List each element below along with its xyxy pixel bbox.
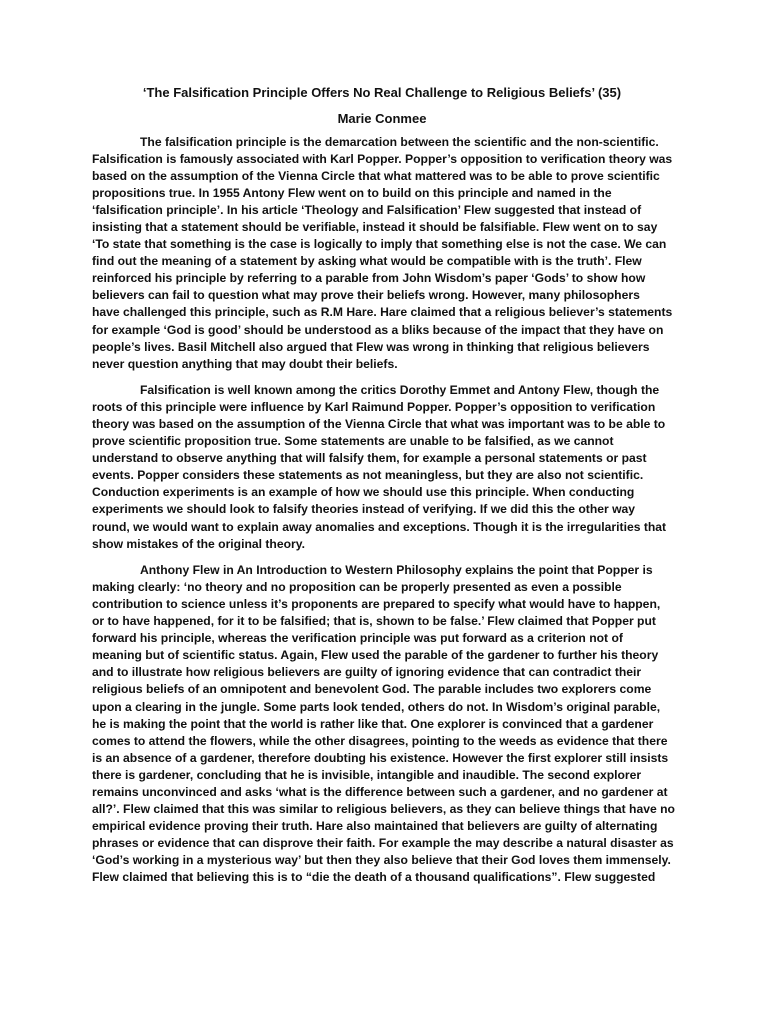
paragraph-line: roots of this principle were influence by Karl Raimund Popper. Popper’s opposition to verification xyxy=(92,400,656,415)
paragraph-line: never question anything that may doubt their beliefs. xyxy=(92,356,398,371)
paragraph-line: and to illustrate how religious believers are guilty of ignoring evidence that can contradict their xyxy=(92,665,642,680)
document-body xyxy=(92,134,675,886)
paragraph-line: Anthony Flew in An Introduction to Western Philosophy explains the point that Popper is xyxy=(140,563,653,578)
paragraph-line: propositions true. In 1955 Antony Flew went on to build on this principle and named in the xyxy=(92,186,612,201)
paragraph-line: all?’. Flew claimed that this was similar to religious believers, as they can believe things that have no xyxy=(92,801,675,816)
paragraph-line: making clearly: ‘no theory and no proposition can be properly presented as even a possible xyxy=(92,580,622,595)
paragraph-1 xyxy=(92,134,672,373)
paragraph-line: ‘God’s working in a mysterious way’ but then they also believe that their God loves them immensely. xyxy=(92,852,671,867)
paragraph-line: prove scientific proposition true. Some statements are unable to be falsified, as we cannot xyxy=(92,434,614,449)
paragraph-line: believers can fail to question what may prove their beliefs wrong. However, many philosophers xyxy=(92,288,640,303)
paragraph-line: forward his principle, whereas the verification principle was put forward as a criterion not of xyxy=(92,631,623,646)
paragraph-line: understand to observe anything that will falsify them, for example a personal statements or past xyxy=(92,451,647,466)
paragraph-line: remains unconvinced and asks ‘what is the difference between such a gardener, and no gardener at xyxy=(92,784,668,799)
paragraph-line: upon a clearing in the jungle. Some parts look tended, others do not. In Wisdom’s original parable, xyxy=(92,699,661,714)
paragraph-line: Conduction experiments is an example of how we should use this principle. When conducting xyxy=(92,485,635,500)
paragraph-line: contribution to science unless it’s proponents are prepared to specify what would have to happen, xyxy=(92,597,661,612)
paragraph-line: have challenged this principle, such as R.M Hare. Hare claimed that a religious believer’s statements xyxy=(92,305,673,320)
paragraph-line: empirical evidence proving their truth. Hare also maintained that believers are guilty of alternating xyxy=(92,818,658,833)
paragraph-line: reinforced his principle by referring to a parable from John Wisdom’s paper ‘Gods’ to show how xyxy=(92,271,646,286)
paragraph-line: there is gardener, concluding that he is invisible, intangible and inaudible. The second explorer xyxy=(92,767,642,782)
paragraph-2 xyxy=(92,382,672,552)
paragraph-line: comes to attend the flowers, while the other disagrees, pointing to the weeds as evidence that there xyxy=(92,733,668,748)
paragraph-line: The falsification principle is the demarcation between the scientific and the non-scientific. xyxy=(140,135,659,149)
paragraph-line: find out the meaning of a statement by asking what would be compatible with is the truth’. Flew xyxy=(92,254,642,269)
paragraph-line: for example ‘God is good’ should be understood as a bliks because of the impact that they have on xyxy=(92,322,664,337)
paragraph-3 xyxy=(92,562,675,886)
paragraph-line: insisting that a statement should be verifiable, instead it should be falsifiable. Flew went on to say xyxy=(92,220,658,235)
paragraph-line: or to have happened, for it to be falsified; that is, shown to be false.’ Flew claimed that Popper put xyxy=(92,614,656,629)
paragraph-line: based on the assumption of the Vienna Circle that what mattered was to be able to prove scientific xyxy=(92,169,660,184)
paragraph-line: theory was based on the assumption of the Vienna Circle that what was important was to be able to xyxy=(92,417,666,432)
document-title: ‘The Falsification Principle Offers No Real Challenge to Religious Beliefs’ (35) xyxy=(142,85,622,100)
paragraph-line: Falsification is famously associated with Karl Popper. Popper’s opposition to verification theory was xyxy=(92,152,673,167)
paragraph-line: people’s lives. Basil Mitchell also argued that Flew was wrong in thinking that religious believers xyxy=(92,339,650,354)
paragraph-line: phrases or evidence that can disprove their faith. For example the may describe a natural disaster as xyxy=(92,835,674,850)
paragraph-line: Flew claimed that believing this is to “die the death of a thousand qualifications”. Flew suggested xyxy=(92,869,656,884)
paragraph-line: religious beliefs of an omnipotent and benevolent God. The parable includes two explorers come xyxy=(92,682,652,697)
paragraph-line: show mistakes of the original theory. xyxy=(92,536,305,551)
paragraph-line: he is making the point that the world is rather like that. One explorer is convinced that a gardener xyxy=(92,716,654,731)
paragraph-line: ‘falsification principle’. In his article ‘Theology and Falsification’ Flew suggested that instead of xyxy=(92,203,642,218)
paragraph-line: experiments we should look to falsify theories instead of verifying. If we did this the other way xyxy=(92,502,636,517)
document-page xyxy=(92,84,675,896)
paragraph-line: round, we would want to explain away anomalies and exceptions. Though it is the irregularities that xyxy=(92,519,667,534)
document-author: Marie Conmee xyxy=(337,111,427,126)
paragraph-line: is an absence of a gardener, therefore doubting his existence. However the first explorer still insists xyxy=(92,750,669,765)
paragraph-line: Falsification is well known among the critics Dorothy Emmet and Antony Flew, though the xyxy=(140,383,660,398)
paragraph-line: events. Popper considers these statements as not meaningless, but they are also not scientific. xyxy=(92,468,644,483)
paragraph-line: meaning but of scientific status. Again, Flew used the parable of the gardener to further his theory xyxy=(92,648,659,663)
paragraph-line: ‘To state that something is the case is logically to imply that something else is not the case. We can xyxy=(92,237,667,252)
